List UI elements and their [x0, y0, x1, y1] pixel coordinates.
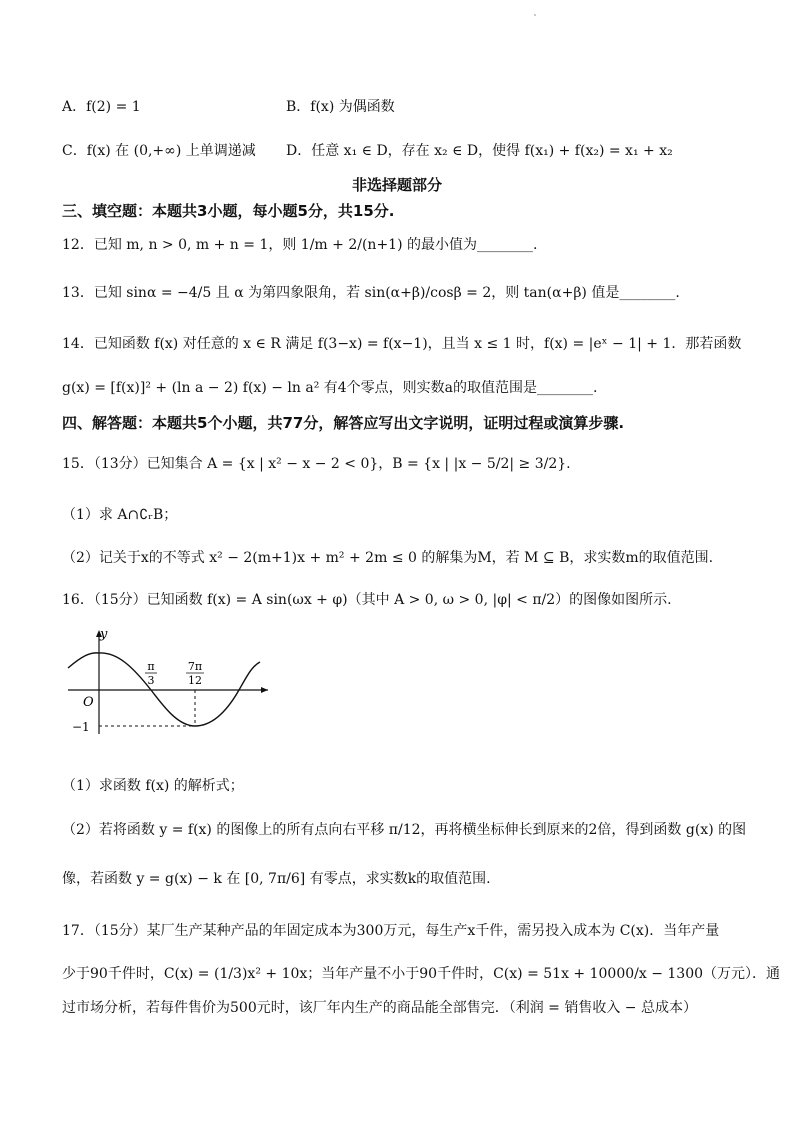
tick1-denominator: 3 [147, 674, 155, 687]
option-a: A．f(2) = 1 [62, 99, 141, 115]
question-15-part1: （1）求 A∩∁ᵣB； [62, 507, 178, 523]
question-13: 13．已知 sinα = −4/5 且 α 为第四象限角，若 sin(α+β)/cosβ = 2，则 tan(α+β) 值是________. [62, 285, 680, 301]
question-14-line1: 14．已知函数 f(x) 对任意的 x ∈ R 满足 f(3−x) = f(x−1)，且当 x ≤ 1 时，f(x) = |eˣ − 1| + 1．那若函数 [62, 336, 742, 352]
origin-label: O [83, 695, 94, 710]
scan-speck [534, 14, 536, 16]
question-17-line1: 17．（15分）某厂生产某种产品的年固定成本为300万元，每生产x千件，需另投入成本为 C(x)．当年产量 [62, 923, 720, 939]
question-14-line2: g(x) = [f(x)]² + (ln a − 2) f(x) − ln a² 有4个零点，则实数a的取值范围是________. [62, 380, 598, 396]
tick1-numerator: π [147, 660, 155, 673]
sine-graph [62, 626, 272, 738]
question-15: 15．（13分）已知集合 A = {x | x² − x − 2 < 0}，B = {x | |x − 5/2| ≥ 3/2}. [62, 456, 571, 472]
option-d: D．任意 x₁ ∈ D，存在 x₂ ∈ D，使得 f(x₁) + f(x₂) = x₁ + x₂ [286, 143, 673, 159]
question-15-part2: （2）记关于x的不等式 x² − 2(m+1)x + m² + 2m ≤ 0 的解集为M，若 M ⊆ B，求实数m的取值范围. [62, 550, 714, 566]
x-axis-arrow [261, 687, 268, 693]
question-16-part1: （1）求函数 f(x) 的解析式； [62, 778, 244, 794]
question-16: 16．（15分）已知函数 f(x) = A sin(ωx + φ)（其中 A > 0, ω > 0, |φ| < π/2）的图像如图所示. [62, 592, 672, 608]
question-17-line2: 少于90千件时，C(x) = (1/3)x² + 10x；当年产量不小于90千件时，C(x) = 51x + 10000/x − 1300（万元）．通 [62, 966, 781, 982]
section-title: 非选择题部分 [351, 176, 442, 194]
sine-graph-figure [62, 626, 272, 742]
tick2-numerator: 7π [187, 660, 203, 673]
y-label: y [100, 627, 108, 642]
question-16-part2-line1: （2）若将函数 y = f(x) 的图像上的所有点向右平移 π/12，再将横坐标伸长到原来的2倍，得到函数 g(x) 的图 [62, 822, 747, 838]
minus-one-label: −1 [72, 720, 90, 734]
question-12: 12．已知 m, n > 0, m + n = 1，则 1/m + 2/(n+1) 的最小值为________. [62, 237, 538, 253]
option-b: B．f(x) 为偶函数 [286, 99, 395, 115]
section-4-heading: 四、解答题：本题共5个小题，共77分，解答应写出文字说明，证明过程或演算步骤. [62, 414, 625, 432]
question-17-line3: 过市场分析，若每件售价为500元时，该厂年内生产的商品能全部售完．（利润 = 销售收入 − 总成本） [62, 1000, 697, 1016]
tick2-denominator: 12 [188, 674, 202, 687]
section-3-heading: 三、填空题：本题共3小题，每小题5分，共15分. [62, 202, 395, 220]
option-c: C．f(x) 在 (0,+∞) 上单调递减 [62, 143, 256, 159]
question-16-part2-line2: 像，若函数 y = g(x) − k 在 [0, 7π/6] 有零点，求实数k的取值范围. [62, 871, 491, 887]
